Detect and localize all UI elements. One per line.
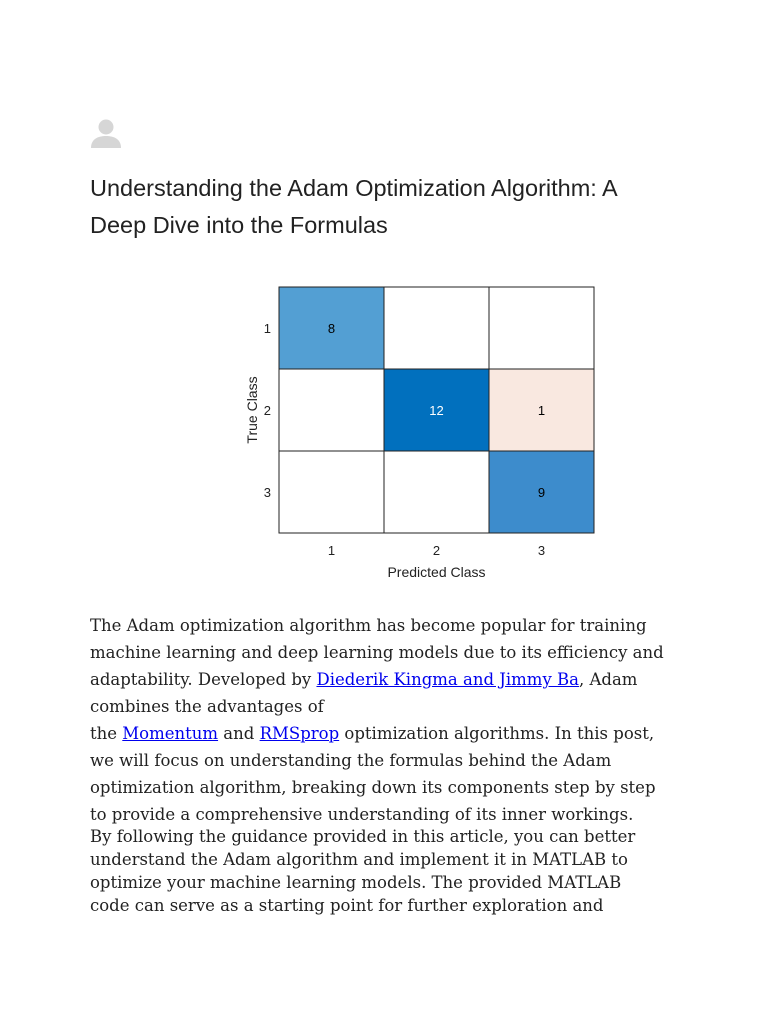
y-tick-label: 2 — [263, 403, 271, 418]
link-momentum[interactable]: Momentum — [122, 724, 219, 743]
p2-line-3: optimize your machine learning models. The provided MATLAB — [90, 873, 622, 892]
p1-line-8: to provide a comprehensive understanding of its inner workings. — [90, 805, 634, 824]
y-tick-label: 1 — [263, 321, 271, 336]
link-rmsprop[interactable]: RMSprop — [259, 724, 340, 743]
p1-line-5c: optimization algorithms. In this post, — [339, 724, 655, 743]
cell-value-label: 1 — [537, 403, 546, 418]
y-tick-label: 3 — [263, 485, 271, 500]
article-paragraph-2 — [90, 825, 690, 917]
p1-line-6: we will focus on understanding the formulas behind the Adam — [90, 751, 612, 770]
cell-value-label: 12 — [429, 403, 444, 418]
confusion-matrix-figure — [125, 280, 625, 585]
user-avatar-icon — [90, 117, 122, 149]
x-tick-label: 3 — [537, 543, 546, 558]
p1-line-4: combines the advantages of — [90, 697, 324, 716]
matrix-cell-r3-c2 — [384, 451, 489, 533]
title-line-2: Deep Dive into the Formulas — [90, 212, 388, 238]
p1-line-1: The Adam optimization algorithm has become popular for training — [90, 616, 647, 635]
matrix-cell-r1-c3 — [489, 287, 594, 369]
link-authors[interactable]: Diederik Kingma and Jimmy Ba — [316, 670, 579, 689]
y-axis-label: True Class — [244, 376, 260, 444]
p1-line-3a: adaptability. Developed by — [90, 670, 317, 689]
cell-value-label: 8 — [327, 321, 336, 336]
x-tick-label: 1 — [327, 543, 336, 558]
p2-line-1: By following the guidance provided in this article, you can better — [90, 827, 636, 846]
p1-line-5b: and — [218, 724, 260, 743]
title-line-1: Understanding the Adam Optimization Algorithm: A — [90, 175, 618, 201]
p1-line-3b: , Adam — [578, 670, 638, 689]
x-tick-label: 2 — [432, 543, 441, 558]
p2-line-2: understand the Adam algorithm and implement it in MATLAB to — [90, 850, 628, 869]
p1-line-5a: the — [90, 724, 123, 743]
article-title — [90, 170, 690, 244]
p1-line-2: machine learning and deep learning models due to its efficiency and — [90, 643, 664, 662]
article-paragraph-1 — [90, 612, 690, 828]
matrix-cell-r3-c1 — [279, 451, 384, 533]
x-axis-label: Predicted Class — [387, 564, 486, 580]
cell-value-label: 9 — [537, 485, 546, 500]
matrix-cell-r1-c2 — [384, 287, 489, 369]
matrix-cell-r2-c1 — [279, 369, 384, 451]
p1-line-7: optimization algorithm, breaking down its components step by step — [90, 778, 656, 797]
p2-line-4: code can serve as a starting point for further exploration and — [90, 896, 604, 915]
confusion-matrix-chart — [125, 280, 625, 585]
